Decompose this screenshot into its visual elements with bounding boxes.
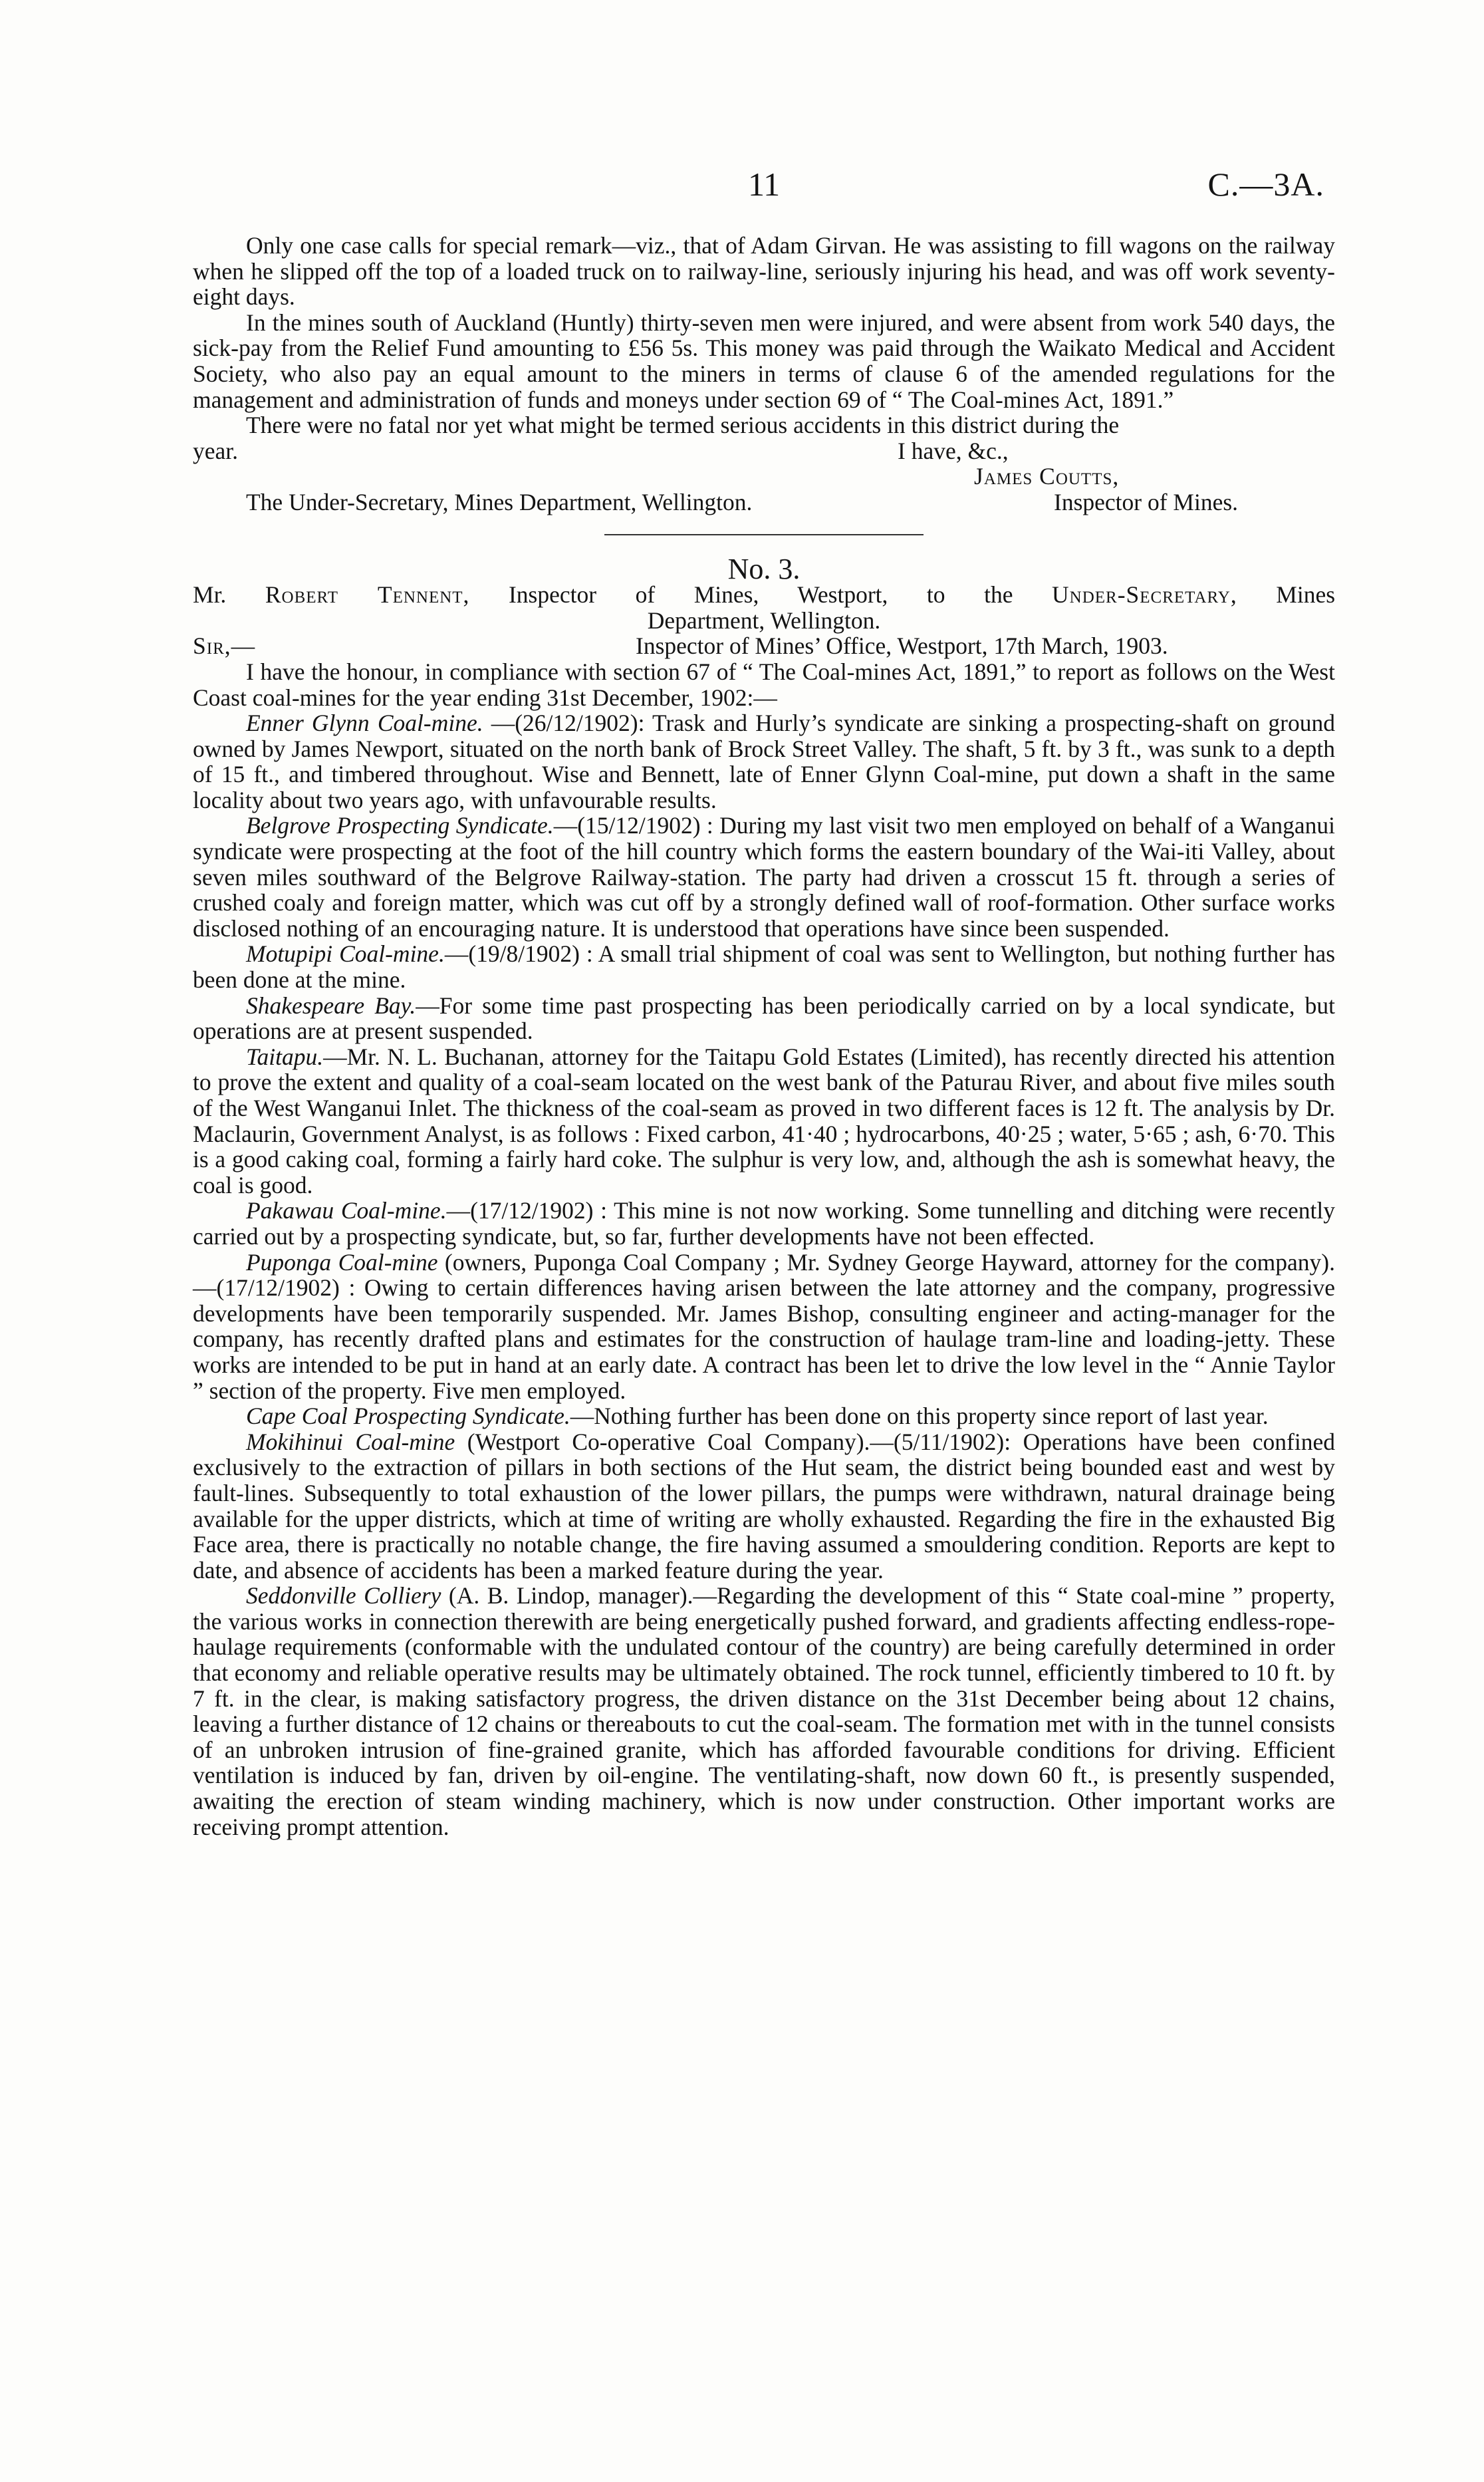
report-section <box>193 1429 1335 1584</box>
section-body: —Mr. N. L. Buchanan, attorney for the Taitapu Gold Estates (Limited), has recently directed his attention to prove the extent and quality of a coal-seam located on the west bank of the Paturau River, and about five miles south of the West Wanganui Inlet. The thickness of the coal-seam as proved in two different faces is 12 ft. The analysis by Dr. Maclaurin, Government Analyst, is as follows : Fixed carbon, 41·40 ; hydrocarbons, 40·25 ; water, 5·65 ; ash, 6·70. This is a good caking coal, forming a fairly hard coke. The sulphur is very low, and, although the ash is somewhat heavy, the coal is good. <box>193 1043 1335 1198</box>
recipient: The Under-Secretary, Mines Department, Wellington. <box>246 488 753 515</box>
address-middle: Inspector of Mines, Westport, to the <box>508 581 1013 609</box>
section-body: —(17/12/1902) : This mine is not now working. Some tunnelling and ditching were recently carried out by a prospecting syndicate, but, so far, further developments have not been effected. <box>193 1197 1335 1250</box>
recipient-row <box>193 489 1335 515</box>
report-section <box>193 1250 1335 1404</box>
letter-address <box>193 582 1335 608</box>
report-section <box>193 1583 1335 1840</box>
salutation: Sir,— <box>193 632 256 660</box>
section-body: —For some time past prospecting has been periodically carried on by a local syndicate, but operations are at present suspended. <box>193 992 1335 1045</box>
page-number: 11 <box>748 166 781 203</box>
report-section <box>193 1198 1335 1249</box>
section-title: Seddonville Colliery <box>246 1582 441 1609</box>
section-title: Puponga Coal-mine <box>246 1248 438 1276</box>
report-sections <box>193 710 1335 1840</box>
letter-number: No. 3. <box>727 552 801 585</box>
section-title: Motupipi Coal-mine. <box>246 940 445 968</box>
section-body: —(15/12/1902) : During my last visit two men employed on behalf of a Wanganui syndicate were prospecting at the foot of the hill country which forms the eastern boundary of the Wai-iti Valley, about seven miles southward of the Belgrove Railway-station. The party had driven a crosscut 15 ft. through a series of crushed coaly and foreign matter, which was cut off by a strongly defined wall of roof-formation. Other surface works disclosed nothing of an encouraging nature. It is understood that operations have since been suspended. <box>193 812 1335 942</box>
report-section <box>193 941 1335 992</box>
paragraph-no-fatal: There were no fatal nor yet what might be termed serious accidents in this district during the <box>246 412 1120 439</box>
signature-title: Inspector of Mines. <box>1054 488 1239 515</box>
section-title: Cape Coal Prospecting Syndicate. <box>246 1403 570 1430</box>
section-body: (owners, Puponga Coal Company ; Mr. Sydney George Hayward, attorney for the company).—(17/12/1902) : Owing to certain differences having arisen between the late attorney and the company, progressive developments have been temporarily suspended. Mr. James Bishop, consulting engineer and acting-manager for the company, has recently drafted plans and estimates for the construction of haulage tram-line and loading-jetty. These works are intended to be put in hand at an early date. A contract has been let to drive the low level in the “ Annie Taylor ” section of the property. Five men employed. <box>193 1248 1335 1404</box>
dateline: Inspector of Mines’ Office, Westport, 17th March, 1903. <box>636 632 1168 660</box>
section-title: Enner Glynn Coal-mine. <box>246 710 483 737</box>
sender-name: Robert Tennent, <box>265 581 470 609</box>
paragraph-no-fatal-end: year. <box>193 437 239 464</box>
letter-intro: I have the honour, in compliance with section 67 of “ The Coal-mines Act, 1891,” to report as follows on the West Coast coal-mines for the year ending 31st December, 1902:— <box>193 658 1335 711</box>
section-body: (Westport Co-operative Coal Company).—(5/11/1902): Operations have been confined exclusively to the extraction of pillars in both sections of the Hut seam, the district being bounded east and west by fault-lines. Subsequently to total exhaustion of the lower pillars, the pumps were withdrawn, natural drainage being available for the upper districts, which at time of writing are wholly exhausted. Regarding the fire in the exhausted Big Face area, there is practically no notable change, the fire having assumed a smouldering condition. Reports are kept to date, and absence of accidents has been a marked feature during the year. <box>193 1428 1335 1584</box>
section-body: —(19/8/1902) : A small trial shipment of coal was sent to Wellington, but nothing further has been done at the mine. <box>193 940 1336 994</box>
signature-row <box>193 464 1335 489</box>
section-title: Taitapu. <box>246 1043 324 1070</box>
report-section <box>193 993 1335 1044</box>
page-content <box>193 233 1335 1840</box>
signature-name: James Coutts, <box>974 463 1120 490</box>
report-section <box>193 813 1335 941</box>
paragraph-girvan: Only one case calls for special remark—viz., that of Adam Girvan. He was assisting to fill wagons on the railway when he slipped off the top of a loaded truck on to railway-line, seriously injuring his head, and was off work seventy-eight days. <box>193 232 1335 311</box>
address-rest: Mines <box>1276 581 1336 609</box>
report-section <box>193 1044 1335 1198</box>
closing-row <box>193 438 1335 464</box>
section-title: Belgrove Prospecting Syndicate. <box>246 812 554 839</box>
salutation-row <box>193 633 1335 659</box>
section-divider <box>604 534 924 535</box>
section-title: Shakespeare Bay. <box>246 992 416 1019</box>
page-header <box>0 165 1484 211</box>
recipient-name: Under-Secretary, <box>1052 581 1237 609</box>
section-title: Mokihinui Coal-mine <box>246 1428 455 1455</box>
closing-phrase: I have, &c., <box>898 437 1009 464</box>
section-body: (A. B. Lindop, manager).—Regarding the development of this “ State coal-mine ” property, the various works in connection therewith are being energetically pushed forward, and gradients affecting endless-rope-haulage requirements (conformable with the undulated contour of the country) are being carefully determined in order that economy and reliable operative results may be ultimately obtained. The rock tunnel, efficiently timbered to 10 ft. by 7 ft. in the clear, is making satisfactory progress, the driven distance on the 31st December being about 12 chains, leaving a further distance of 12 chains or thereabouts to cut the coal-seam. The formation met with in the tunnel consists of an unbroken intrusion of fine-grained granite, which has afforded favourable conditions for driving. Efficient ventilation is induced by fan, driven by oil-engine. The ventilating-shaft, now down 60 ft., is presently suspended, awaiting the erection of steam winding machinery, which is now under construction. Other important works are receiving prompt attention. <box>193 1582 1335 1840</box>
letter-address-line-2: Department, Wellington. <box>647 607 881 634</box>
report-section <box>193 1403 1335 1429</box>
section-body: —(26/12/1902): Trask and Hurly’s syndicate are sinking a prospecting-shaft on ground owned by James Newport, situated on the north bank of Brock Street Valley. The shaft, 5 ft. by 3 ft., was sunk to a depth of 15 ft., and timbered throughout. Wise and Bennett, late of Enner Glynn Coal-mine, put down a shaft in the same locality about two years ago, with unfavourable results. <box>193 710 1335 813</box>
section-body: —Nothing further has been done on this property since report of last year. <box>570 1403 1269 1430</box>
report-section <box>193 710 1335 813</box>
section-title: Pakawau Coal-mine. <box>246 1197 447 1224</box>
address-prefix: Mr. <box>193 581 227 609</box>
paragraph-huntly: In the mines south of Auckland (Huntly) thirty-seven men were injured, and were absent from work 540 days, the sick-pay from the Relief Fund amounting to £56 5s. This money was paid through the Waikato Medical and Accident Society, who also pay an equal amount to the miners in terms of clause 6 of the amended regulations for the management and administration of funds and moneys under section 69 of “ The Coal-mines Act, 1891.” <box>193 309 1335 413</box>
document-reference: C.—3A. <box>1207 166 1324 203</box>
